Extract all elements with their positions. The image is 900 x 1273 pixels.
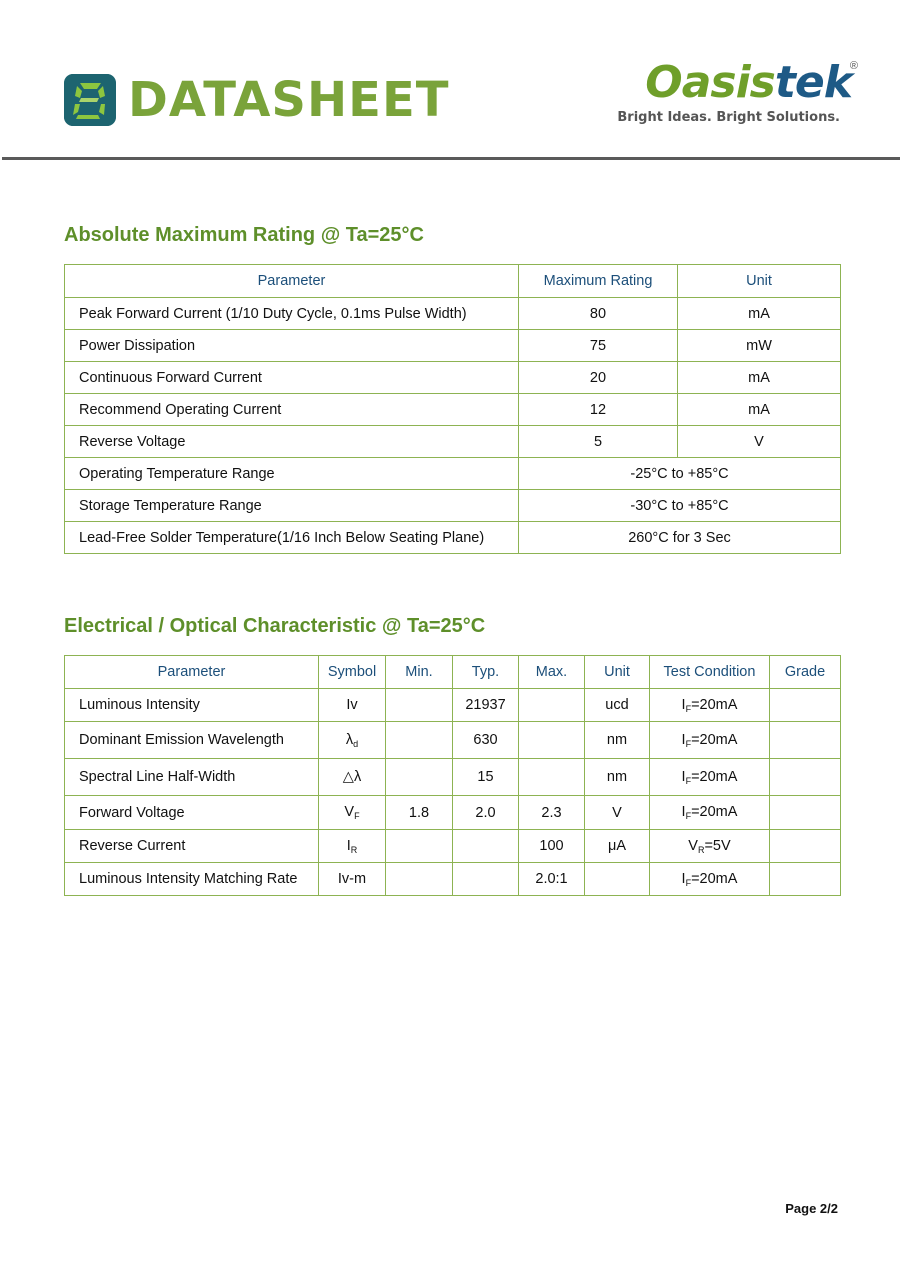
unit-cell: V	[678, 426, 841, 458]
symbol-cell	[319, 759, 386, 796]
table-row	[65, 330, 841, 362]
typ-cell: 2.0	[453, 796, 519, 830]
column-header: Parameter	[65, 265, 519, 298]
min-cell	[386, 863, 453, 896]
rating-cell: 75	[519, 330, 678, 362]
column-header: Maximum Rating	[519, 265, 678, 298]
table-row	[65, 298, 841, 330]
unit-cell: mW	[678, 330, 841, 362]
typ-cell: 15	[453, 759, 519, 796]
table-row	[65, 796, 841, 830]
parameter-cell: Luminous Intensity Matching Rate	[65, 863, 319, 896]
grade-cell	[770, 863, 841, 896]
table-row	[65, 722, 841, 759]
symbol-cell	[319, 830, 386, 863]
symbol-cell	[319, 689, 386, 722]
condition-value: =5V	[704, 837, 731, 854]
condition-main: V	[688, 837, 698, 854]
max-cell: 2.0:1	[519, 863, 585, 896]
parameter-cell: Power Dissipation	[65, 330, 519, 362]
table-row	[65, 863, 841, 896]
column-header: Min.	[386, 656, 453, 689]
rating-cell: 5	[519, 426, 678, 458]
unit-cell: mA	[678, 298, 841, 330]
column-header: Typ.	[453, 656, 519, 689]
parameter-cell: Luminous Intensity	[65, 689, 319, 722]
table-row	[65, 394, 841, 426]
condition-value: =20mA	[691, 731, 738, 748]
min-cell	[386, 759, 453, 796]
column-header: Test Condition	[650, 656, 770, 689]
symbol-text: I	[346, 837, 351, 854]
max-cell	[519, 722, 585, 759]
unit-cell: V	[585, 796, 650, 830]
symbol-cell	[319, 863, 386, 896]
condition-subscript: F	[685, 811, 692, 821]
symbol-cell	[319, 722, 386, 759]
symbol-subscript: d	[353, 738, 359, 749]
page-header	[0, 0, 900, 162]
parameter-cell: Lead-Free Solder Temperature(1/16 Inch Below Seating Plane)	[65, 522, 519, 554]
table-row	[65, 522, 841, 554]
symbol-text: Iv-m	[337, 870, 367, 887]
test-condition-cell	[650, 722, 770, 759]
datasheet-logo	[64, 72, 450, 128]
symbol-text: △λ	[342, 768, 362, 785]
condition-main: I	[681, 768, 686, 785]
rating-cell: 12	[519, 394, 678, 426]
max-cell: 2.3	[519, 796, 585, 830]
unit-cell: nm	[585, 722, 650, 759]
table-row	[65, 689, 841, 722]
max-cell	[519, 689, 585, 722]
electrical-table	[64, 655, 841, 896]
unit-cell	[585, 863, 650, 896]
min-cell	[386, 722, 453, 759]
unit-cell: mA	[678, 362, 841, 394]
oasistek-logo	[612, 57, 858, 132]
condition-value: =20mA	[691, 696, 738, 713]
rating-cell: 20	[519, 362, 678, 394]
max-cell	[519, 759, 585, 796]
column-header: Parameter	[65, 656, 319, 689]
grade-cell	[770, 759, 841, 796]
parameter-cell: Continuous Forward Current	[65, 362, 519, 394]
absolute-max-title: Absolute Maximum Rating @ Ta=25°C	[64, 224, 424, 246]
parameter-cell: Recommend Operating Current	[65, 394, 519, 426]
column-header: Unit	[585, 656, 650, 689]
unit-cell: ucd	[585, 689, 650, 722]
column-header: Unit	[678, 265, 841, 298]
min-cell: 1.8	[386, 796, 453, 830]
seven-segment-logo-icon	[64, 74, 116, 126]
condition-subscript: F	[685, 738, 692, 749]
condition-value: =20mA	[691, 804, 738, 820]
test-condition-cell	[650, 759, 770, 796]
brand-part-oasis: Oasis	[645, 57, 775, 108]
header-divider	[2, 157, 900, 160]
symbol-subscript: R	[350, 844, 358, 855]
column-header: Max.	[519, 656, 585, 689]
typ-cell	[453, 863, 519, 896]
parameter-cell: Storage Temperature Range	[65, 490, 519, 522]
registered-mark: ®	[849, 60, 858, 72]
brand-name	[612, 58, 852, 108]
condition-value: =20mA	[691, 870, 738, 887]
grade-cell	[770, 722, 841, 759]
unit-cell: mA	[678, 394, 841, 426]
condition-main: I	[681, 870, 686, 887]
test-condition-cell	[650, 830, 770, 863]
max-cell: 100	[519, 830, 585, 863]
symbol-cell	[319, 796, 386, 830]
table-header-row	[65, 656, 841, 689]
typ-cell: 21937	[453, 689, 519, 722]
condition-subscript: R	[697, 844, 705, 855]
rating-range-cell: 260°C for 3 Sec	[519, 522, 841, 554]
unit-cell: nm	[585, 759, 650, 796]
column-header: Grade	[770, 656, 841, 689]
table-row	[65, 458, 841, 490]
condition-subscript: F	[685, 877, 692, 888]
parameter-cell: Reverse Voltage	[65, 426, 519, 458]
electrical-title: Electrical / Optical Characteristic @ Ta=25°C	[64, 615, 486, 637]
page-number: Page 2/2	[785, 1201, 838, 1216]
parameter-cell: Operating Temperature Range	[65, 458, 519, 490]
condition-main: I	[681, 696, 686, 713]
min-cell	[386, 830, 453, 863]
parameter-cell: Forward Voltage	[65, 796, 319, 830]
brand-tagline: Bright Ideas. Bright Solutions.	[617, 110, 840, 125]
grade-cell	[770, 830, 841, 863]
test-condition-cell	[650, 689, 770, 722]
parameter-cell: Spectral Line Half-Width	[65, 759, 319, 796]
symbol-text: λ	[345, 731, 354, 748]
symbol-text: V	[344, 804, 355, 820]
column-header: Symbol	[319, 656, 386, 689]
grade-cell	[770, 796, 841, 830]
typ-cell	[453, 830, 519, 863]
test-condition-cell	[650, 863, 770, 896]
table-header-row	[65, 265, 841, 298]
table-row	[65, 759, 841, 796]
table-row	[65, 490, 841, 522]
table-row	[65, 830, 841, 863]
absolute-max-table	[64, 264, 841, 554]
rating-range-cell: -25°C to +85°C	[519, 458, 841, 490]
datasheet-title: DATASHEET	[128, 72, 450, 128]
unit-cell: μA	[585, 830, 650, 863]
table-row	[65, 362, 841, 394]
symbol-text: Iv	[346, 696, 358, 713]
rating-cell: 80	[519, 298, 678, 330]
condition-subscript: F	[685, 703, 692, 714]
parameter-cell: Peak Forward Current (1/10 Duty Cycle, 0.1ms Pulse Width)	[65, 298, 519, 330]
table-row	[65, 426, 841, 458]
condition-main: I	[681, 731, 686, 748]
grade-cell	[770, 689, 841, 722]
typ-cell: 630	[453, 722, 519, 759]
test-condition-cell	[650, 796, 770, 830]
parameter-cell: Dominant Emission Wavelength	[65, 722, 319, 759]
symbol-subscript: F	[354, 811, 360, 821]
parameter-cell: Reverse Current	[65, 830, 319, 863]
min-cell	[386, 689, 453, 722]
brand-part-tek: tek	[774, 57, 852, 108]
condition-main: I	[681, 804, 686, 820]
condition-subscript: F	[685, 775, 692, 786]
rating-range-cell: -30°C to +85°C	[519, 490, 841, 522]
condition-value: =20mA	[691, 768, 738, 785]
